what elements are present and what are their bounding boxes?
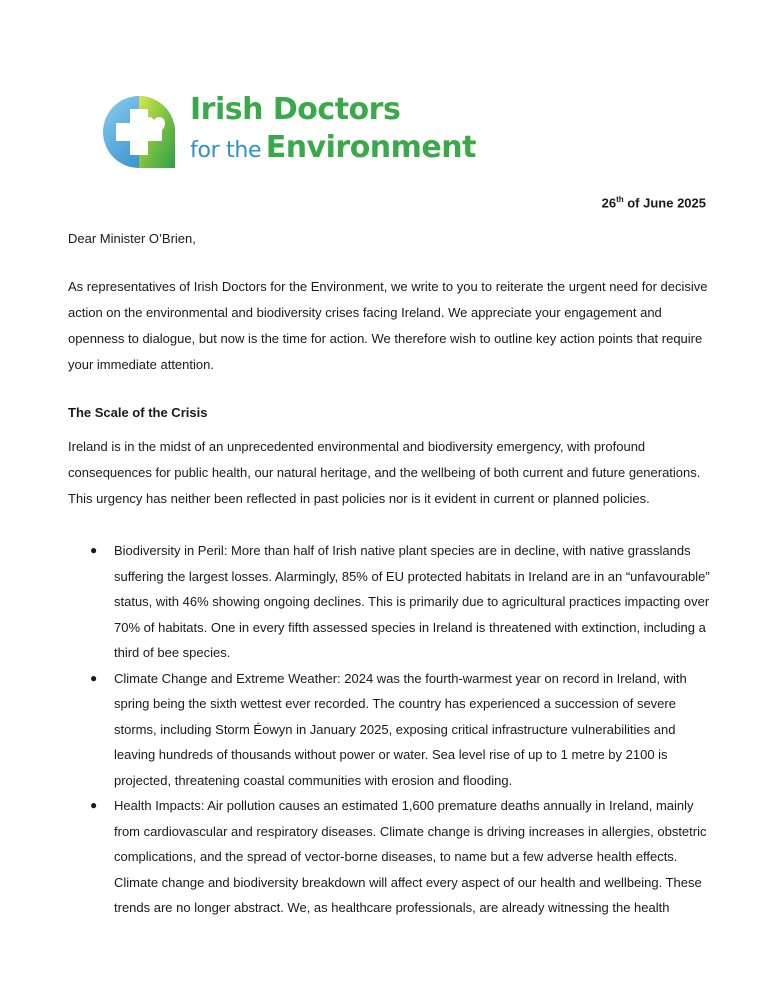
letter-date: [602, 195, 706, 210]
section-intro-paragraph: Ireland is in the midst of an unprecedented environmental and biodiversity emergency, with profound consequences for public health, our natural heritage, and the wellbeing of both current and future generations. This urgency has neither been reflected in past policies nor is it evident in current or planned policies.: [68, 439, 701, 506]
date-month-year: of June 2025: [623, 195, 706, 211]
date-suffix: th: [616, 195, 624, 204]
logo-text-irish-doctors: Irish Doctors: [190, 92, 401, 127]
bullet-icon: ●: [90, 670, 98, 685]
logo-text-environment: Environment: [265, 130, 476, 165]
list-item: [68, 538, 720, 666]
bullet-text-climate: Climate Change and Extreme Weather: 2024 was the fourth-warmest year on record in Ireland, with spring being the sixth wettest ever recorded. The country has experienced a succession of severe storms, including Storm Éowyn in January 2025, exposing critical infrastructure vulnerabilities and leaving hundreds of thousands without power or water. Sea level rise of up to 1 metre by 2100 is projected, threatening coastal communities with erosion and flooding.: [114, 670, 687, 788]
section-heading: The Scale of the Crisis: [68, 405, 208, 420]
bullet-text-health: Health Impacts: Air pollution causes an estimated 1,600 premature deaths annually in Ireland, mainly from cardiovascular and respiratory diseases. Climate change is driving increases in allergies, obstetric complications, and the spread of vector-borne diseases, to name but a few adverse health effects. Climate change and biodiversity breakdown will affect every aspect of our health and wellbeing. These trends are no longer abstract. We, as healthcare professionals, are already witnessing the health: [114, 798, 707, 915]
intro-paragraph: As representatives of Irish Doctors for the Environment, we write to you to reiterate the urgent need for decisive action on the environmental and biodiversity crises facing Ireland. We appreciate your engagement and openness to dialogue, but now is the time for action. We therefore wish to outline key action points that require your immediate attention.: [68, 279, 708, 372]
logo-text-line2: [190, 130, 476, 165]
date-day: 26: [601, 195, 617, 211]
bullet-icon: ●: [90, 543, 98, 557]
list-item: [68, 793, 720, 921]
list-item: [68, 666, 720, 794]
medical-cross-heart-icon: [102, 95, 176, 169]
bullet-icon: ●: [90, 798, 98, 812]
crisis-bullet-list: [68, 538, 720, 921]
logo-text-for-the: for the: [190, 138, 262, 163]
organisation-logo: [102, 92, 476, 172]
salutation: Dear Minister O’Brien,: [68, 231, 196, 246]
bullet-text-biodiversity: Biodiversity in Peril: More than half of Irish native plant species are in decline, with native grasslands suffering the largest losses. Alarmingly, 85% of EU protected habitats in Ireland are in an “unfavourable” status, with 46% showing ongoing declines. This is primarily due to agricultural practices impacting over 70% of habitats. One in every fifth assessed species in Ireland is threatened with extinction, including a third of bee species.: [114, 543, 710, 660]
